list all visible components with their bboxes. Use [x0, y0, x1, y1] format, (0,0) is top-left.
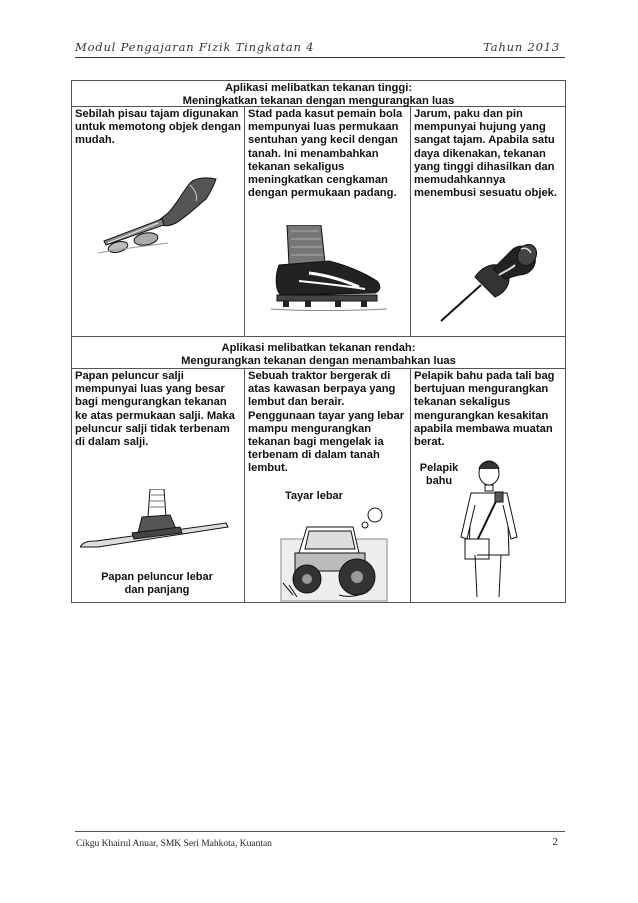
- page-number: 2: [552, 836, 558, 848]
- low-pressure-title-line1: Aplikasi melibatkan tekanan rendah:: [221, 342, 416, 354]
- shoulder-pad-cell: [410, 369, 565, 602]
- header-divider: [75, 57, 565, 58]
- high-pressure-title-line2: Meningkatkan tekanan dengan mengurangkan luas: [182, 94, 455, 107]
- boy-with-bag-illustration: [459, 459, 519, 599]
- high-pressure-section: [71, 80, 566, 337]
- wide-tyre-label: Tayar lebar: [279, 490, 349, 503]
- header-module-title: Modul Pengajaran Fizik Tingkatan 4: [75, 40, 315, 54]
- high-pressure-title-line1: Aplikasi melibatkan tekanan tinggi:: [224, 82, 413, 94]
- high-pressure-title: [72, 81, 565, 107]
- tractor-description: Sebuah traktor bergerak di atas kawasan berpaya yang lembut dan berair. Penggunaan tayar yang lebar mampu mengurangkan tekanan bagi mengelak ia terbenam di dalam tanah lembut.: [248, 370, 405, 475]
- pin-description: Jarum, paku dan pin mempunyai hujung yang sangat tajam. Apabila satu daya dikenakan, tekanan yang tinggi dihasilkan dan memudahkannya menembusi sesuatu objek.: [414, 108, 557, 200]
- ski-description: Papan peluncur salji mempunyai luas yang besar bagi mengurangkan tekanan ke atas permukaan salji. Maka peluncur salji tidak terbenam di dalam salji.: [75, 370, 235, 449]
- pin-cell: [410, 107, 565, 336]
- ski-boot-illustration: [80, 489, 230, 551]
- low-pressure-title-line2: Mengurangkan tekanan dengan menambahkan luas: [181, 354, 456, 367]
- tractor-cell: [244, 369, 410, 602]
- ski-cell: [72, 369, 244, 602]
- football-boot-cell: [244, 107, 410, 336]
- tractor-illustration: [279, 505, 391, 603]
- knife-cell: [72, 107, 244, 336]
- header-year: Tahun 2013: [483, 40, 560, 54]
- knife-description: Sebilah pisau tajam digunakan untuk memotong objek dengan mudah.: [75, 108, 241, 147]
- ski-board-label-line1: Papan peluncur lebar: [101, 571, 213, 583]
- shoulder-pad-label: [417, 462, 461, 488]
- shoulder-pad-label-line1: Pelapik: [419, 462, 459, 474]
- push-pin-illustration: [435, 235, 545, 325]
- footer-divider: [75, 831, 565, 832]
- ski-board-label: [82, 571, 232, 597]
- shoulder-pad-description: Pelapik bahu pada tali bag bertujuan mengurangkan tekanan sekaligus mengurangkan kesakitan apabila membawa muatan berat.: [414, 370, 555, 449]
- football-boot-illustration: [269, 225, 389, 320]
- knife-cutting-illustration: [98, 171, 218, 256]
- low-pressure-title: [72, 337, 565, 369]
- low-pressure-section: [71, 337, 566, 603]
- shoulder-pad-label-line2: bahu: [425, 475, 453, 487]
- footer-author: Cikgu Khairul Anuar, SMK Seri Mahkota, Kuantan: [76, 839, 272, 849]
- boot-description: Stad pada kasut pemain bola mempunyai luas permukaan sentuhan yang kecil dengan tanah. Ini menambahkan tekanan sekaligus meningkatkan cengkaman dengan permukaan padang.: [248, 108, 403, 200]
- ski-board-label-line2: dan panjang: [124, 584, 190, 596]
